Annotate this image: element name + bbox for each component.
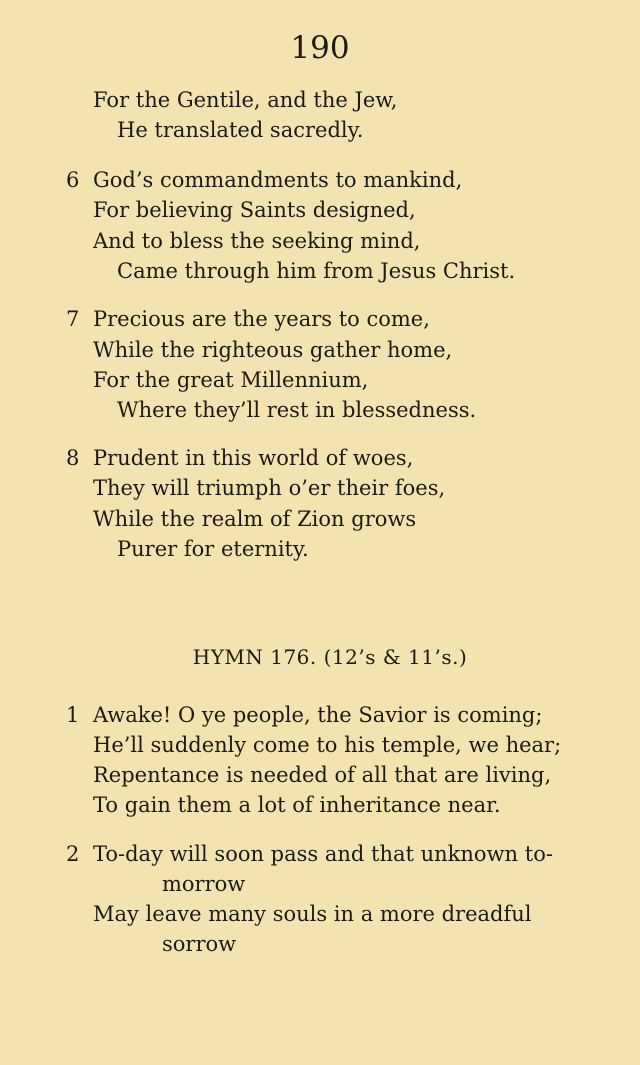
verse-line: For the great Millennium, <box>93 368 369 392</box>
stanza-number: 1 <box>66 703 80 727</box>
verse-line: Where they’ll rest in blessedness. <box>117 398 477 422</box>
verse-line: While the realm of Zion grows <box>93 507 417 531</box>
verse-line: morrow <box>162 872 246 896</box>
verse-line: Repentance is needed of all that are living, <box>93 763 552 787</box>
verse-line: Precious are the years to come, <box>93 307 430 331</box>
verse-line: He translated sacredly. <box>117 118 364 142</box>
verse-line: For believing Saints designed, <box>93 198 416 222</box>
stanza-number: 6 <box>66 168 80 192</box>
verse-line: God’s commandments to mankind, <box>93 168 463 192</box>
verse-line: Awake! O ye people, the Savior is coming; <box>93 703 543 727</box>
verse-line: For the Gentile, and the Jew, <box>93 88 398 112</box>
stanza-number: 8 <box>66 446 80 470</box>
hymn-heading: HYMN 176. (12’s & 11’s.) <box>192 645 468 669</box>
verse-line: May leave many souls in a more dreadful <box>93 902 532 926</box>
stanza-number: 7 <box>66 307 80 331</box>
verse-line: He’ll suddenly come to his temple, we hear; <box>93 733 562 757</box>
verse-line: Prudent in this world of woes, <box>93 446 414 470</box>
verse-line: sorrow <box>162 932 237 956</box>
verse-line: Came through him from Jesus Christ. <box>117 259 516 283</box>
verse-line: While the righteous gather home, <box>93 338 453 362</box>
stanza-number: 2 <box>66 842 80 866</box>
verse-line: They will triumph o’er their foes, <box>93 476 446 500</box>
verse-line: To gain them a lot of inheritance near. <box>93 793 501 817</box>
verse-line: Purer for eternity. <box>117 537 309 561</box>
verse-line: And to bless the seeking mind, <box>93 229 421 253</box>
page-number: 190 <box>290 30 350 66</box>
verse-line: To-day will soon pass and that unknown to- <box>93 842 553 866</box>
